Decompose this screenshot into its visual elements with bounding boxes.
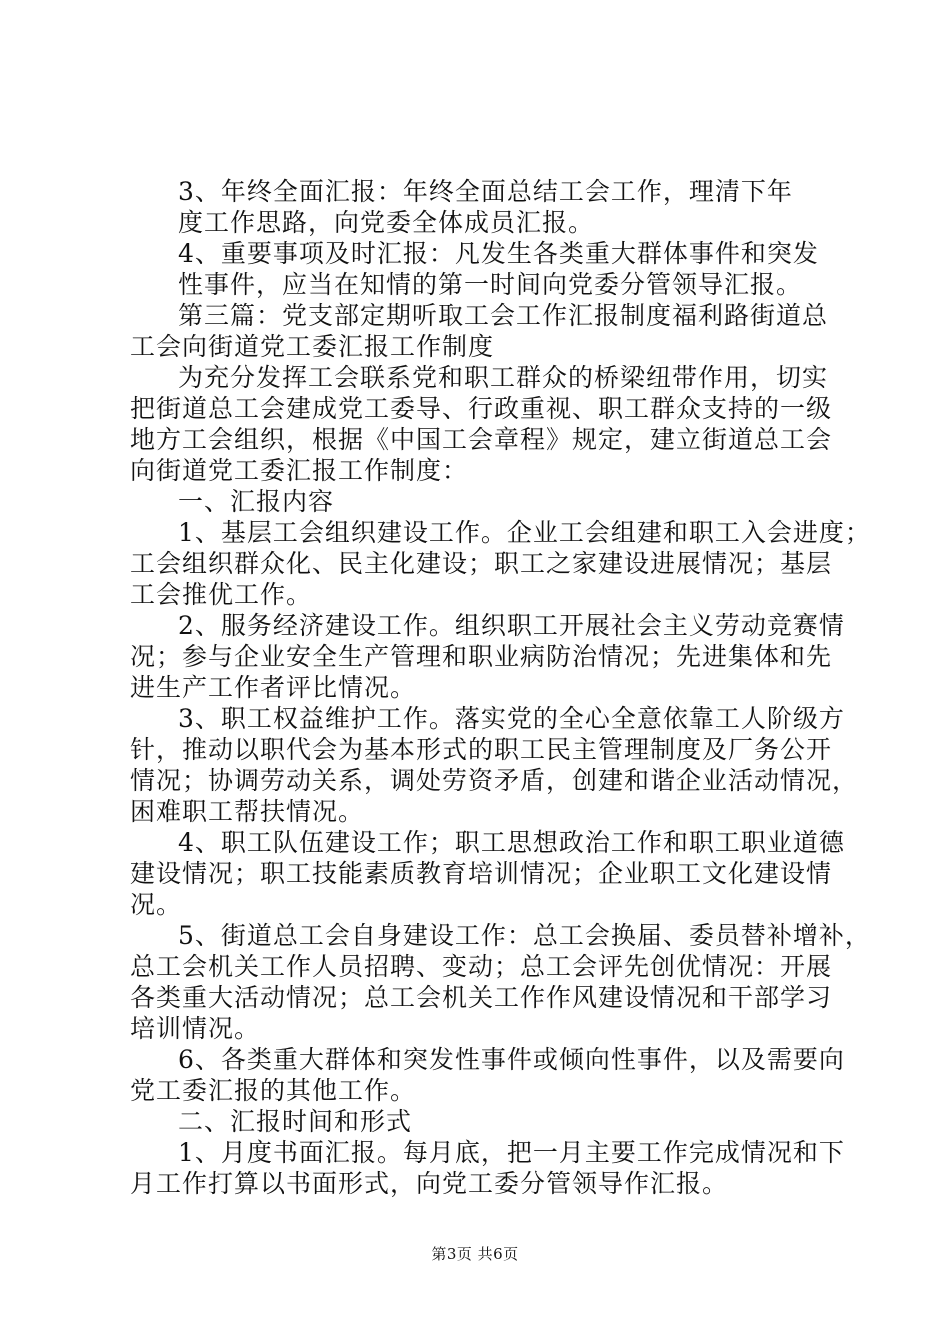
body-line-13: 工会组织群众化、民主化建设；职工之家建设进展情况；基层 <box>130 549 833 578</box>
body-line-14: 工会推优工作。 <box>130 580 313 609</box>
subheading-report-time: 二、汇报时间和形式 <box>178 1107 413 1136</box>
body-line-23: 建设情况；职工技能素质教育培训情况；企业职工文化建设情 <box>130 859 833 888</box>
subheading-report-content: 一、汇报内容 <box>178 487 335 516</box>
body-line-1: 3、年终全面汇报：年终全面总结工会工作，理清下年 <box>178 177 793 206</box>
body-line-10: 向街道党工委汇报工作制度： <box>130 456 469 485</box>
body-line-25: 5、街道总工会自身建设工作：总工会换届、委员替补增补， <box>178 921 871 950</box>
section-heading-cont: 工会向街道党工委汇报工作制度 <box>130 332 495 361</box>
body-line-18: 3、职工权益维护工作。落实党的全心全意依靠工人阶级方 <box>178 704 845 733</box>
body-line-4: 性事件，应当在知情的第一时间向党委分管领导汇报。 <box>178 270 803 299</box>
section-heading: 第三篇：党支部定期听取工会工作汇报制度福利路街道总 <box>178 301 829 330</box>
body-line-27: 各类重大活动情况；总工会机关工作作风建设情况和干部学习 <box>130 983 833 1012</box>
body-line-16: 况；参与企业安全生产管理和职业病防治情况；先进集体和先 <box>130 642 833 671</box>
page-number-footer: 第3页 共6页 <box>431 1245 519 1263</box>
body-line-33: 月工作打算以书面形式，向党工委分管领导作汇报。 <box>130 1169 729 1198</box>
body-line-3: 4、重要事项及时汇报：凡发生各类重大群体事件和突发 <box>178 239 819 268</box>
body-line-29: 6、各类重大群体和突发性事件或倾向性事件，以及需要向 <box>178 1045 845 1074</box>
body-line-17: 进生产工作者评比情况。 <box>130 673 417 702</box>
body-line-19: 针，推动以职代会为基本形式的职工民主管理制度及厂务公开 <box>130 735 833 764</box>
body-line-26: 总工会机关工作人员招聘、变动；总工会评先创优情况：开展 <box>130 952 833 981</box>
body-line-8: 把街道总工会建成党工委导、行政重视、职工群众支持的一级 <box>130 394 833 423</box>
body-line-24: 况。 <box>130 890 183 919</box>
body-line-22: 4、职工队伍建设工作；职工思想政治工作和职工职业道德 <box>178 828 845 857</box>
body-line-2: 度工作思路，向党委全体成员汇报。 <box>178 208 595 237</box>
body-line-28: 培训情况。 <box>130 1014 261 1043</box>
body-line-15: 2、服务经济建设工作。组织职工开展社会主义劳动竞赛情 <box>178 611 845 640</box>
body-line-9: 地方工会组织，根据《中国工会章程》规定，建立街道总工会 <box>130 425 833 454</box>
body-line-21: 困难职工帮扶情况。 <box>130 797 365 826</box>
body-line-7: 为充分发挥工会联系党和职工群众的桥梁纽带作用，切实 <box>178 363 829 392</box>
body-line-12: 1、基层工会组织建设工作。企业工会组建和职工入会进度； <box>178 518 871 547</box>
body-line-32: 1、月度书面汇报。每月底，把一月主要工作完成情况和下 <box>178 1138 845 1167</box>
body-line-20: 情况；协调劳动关系，调处劳资矛盾，创建和谐企业活动情况， <box>130 766 859 795</box>
body-line-30: 党工委汇报的其他工作。 <box>130 1076 417 1105</box>
